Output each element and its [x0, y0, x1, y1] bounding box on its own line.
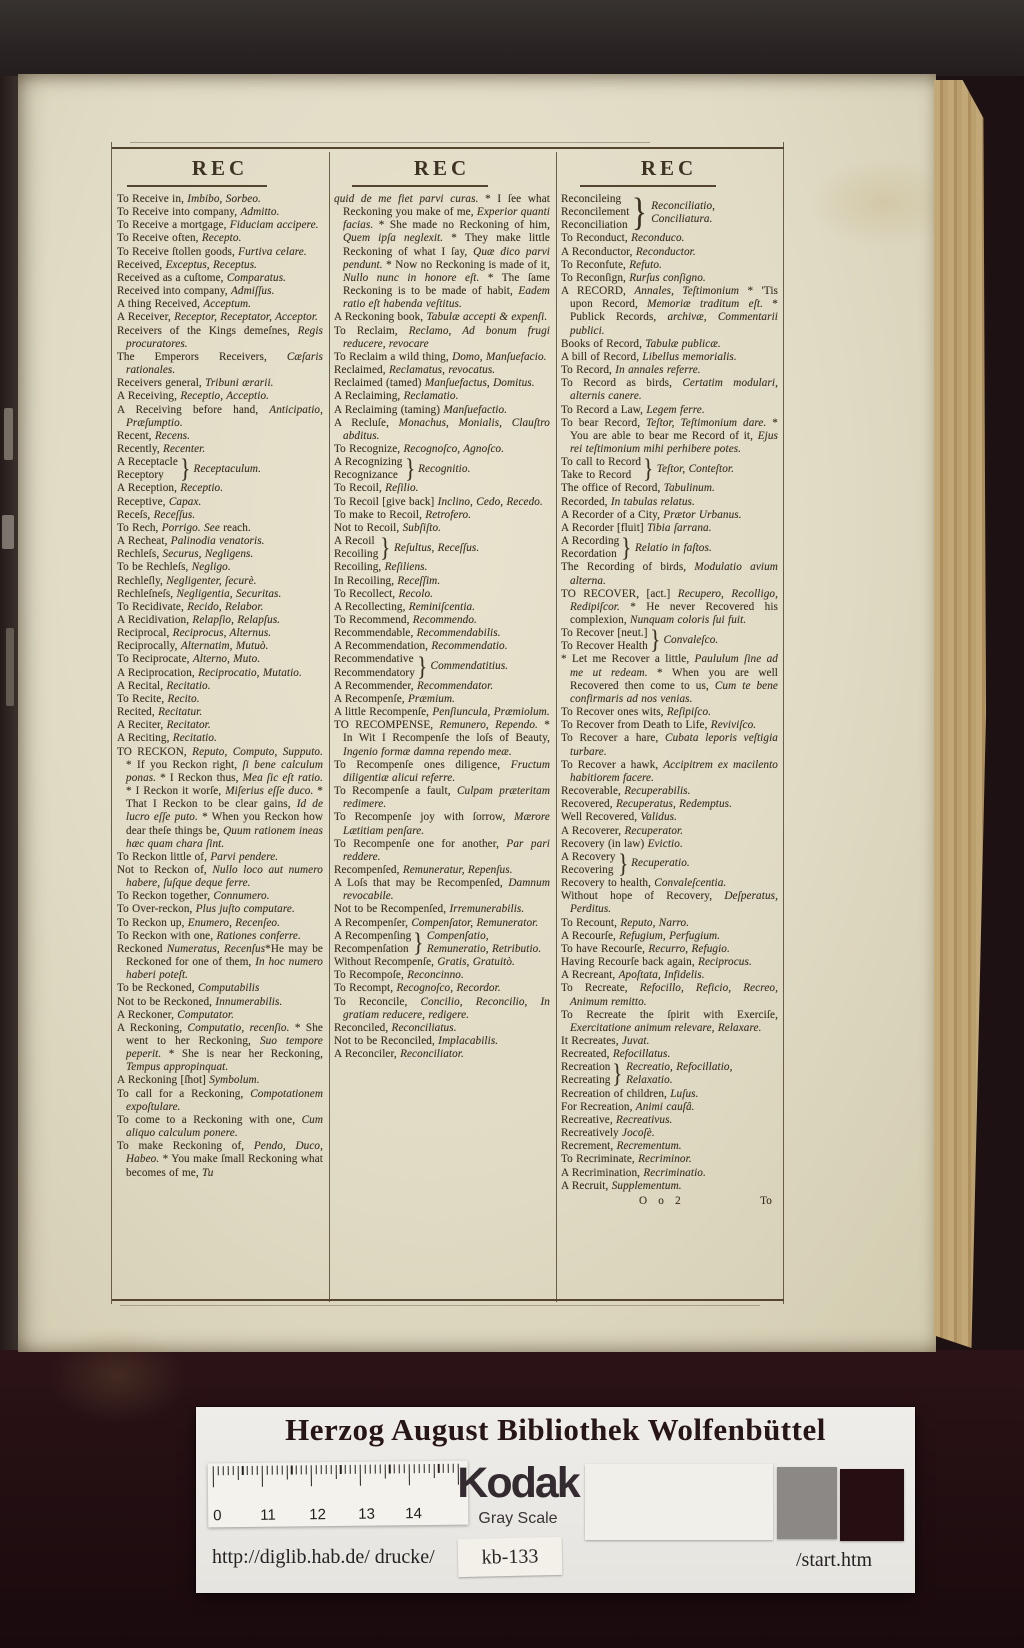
dictionary-entry: A Recreant, Apoſtata, Infidelis. — [561, 969, 705, 982]
dictionary-entry: A Reciter, Recitator. — [117, 719, 211, 732]
brace-glyph: } — [180, 454, 191, 484]
dictionary-entry: To Reciprocate, Alterno, Muto. — [117, 653, 261, 666]
dictionary-entry: To Recompenſe one for another, Par pari reddere. — [334, 837, 550, 863]
dictionary-entry: A Receiving before hand, Anticipatio, Præſumptio. — [117, 403, 323, 429]
dictionary-entry: Not to Reckon of, Nullo loco aut numero habere, ſuſque deque ferre. — [117, 863, 323, 890]
ruler-tick — [237, 1466, 238, 1480]
dictionary-entry: A Recoil Recoiling } Reſultus, Receſſus. — [334, 533, 480, 563]
ruler-tick — [320, 1465, 321, 1474]
dictionary-entry: A Reckoner, Computator. — [117, 1008, 235, 1021]
ruler-tick — [306, 1465, 307, 1474]
brace-glyph: } — [380, 533, 391, 563]
dictionary-entry: To Recognize, Recognoſco, Agnoſco. — [334, 442, 505, 455]
bottom-rule-shadow — [120, 1305, 760, 1306]
dictionary-entry: Reciprocally, Alternatim, Mutuò. — [117, 640, 269, 653]
dictionary-entry: A RECORD, Annales, Teſtimonium * 'Tis upon Record, Memoriæ traditum eſt. * Publick Records, archivæ, Commentarii publici. — [561, 285, 778, 337]
ruler-tick — [433, 1464, 434, 1478]
ruler-tick — [311, 1465, 312, 1486]
dictionary-entry: Recrement, Recrementum. — [561, 1140, 682, 1153]
dictionary-entry: To Recreate, Refocillo, Reficio, Recreo, Animum remitto. — [561, 982, 778, 1008]
ruler-tick — [414, 1464, 415, 1473]
brace-glyph: } — [621, 533, 632, 563]
book-cradle-top — [0, 0, 1024, 76]
dictionary-entry: A Recorder [fluit] Tibia ſarrana. — [561, 521, 712, 534]
ruler-number: 13 — [358, 1505, 375, 1523]
header-underline-3 — [580, 185, 716, 187]
dictionary-entry: To Recover ones wits, Reſipiſco. — [561, 706, 712, 719]
dictionary-entry: To Reclaim a wild thing, Domo, Manſuefacio. — [334, 350, 547, 363]
start-page-url: /start.htm — [796, 1549, 873, 1571]
column-body-2 — [334, 193, 550, 1301]
dictionary-entry: To Recoil [give back] Inclino, Cedo, Recedo. — [334, 495, 543, 508]
ruler-tick — [389, 1464, 390, 1473]
dictionary-entry: A Recorder of a City, Prætor Urbanus. — [561, 508, 742, 521]
dictionary-entry: A thing Received, Acceptum. — [117, 298, 252, 311]
ruler-tick — [301, 1465, 302, 1474]
dictionary-entry: Recovery to health, Convaleſcentia. — [561, 877, 727, 890]
dictionary-entry: To Record, In annales referre. — [561, 364, 701, 377]
running-title-2: REC — [413, 156, 471, 180]
column-separator-2 — [556, 152, 557, 1302]
dictionary-entry: To Reclaim, Reclamo, Ad bonum frugi reducere, revocare — [334, 324, 550, 350]
brace-glyph: } — [617, 848, 628, 878]
dictionary-entry: To Recollect, Recolo. — [334, 587, 434, 600]
signature-line — [561, 1193, 778, 1208]
ruler-tick — [257, 1466, 258, 1475]
dictionary-entry: Without Recompenſe, Gratis, Gratuitò. — [334, 956, 515, 969]
dictionary-entry: Recreated, Refocillatus. — [561, 1048, 671, 1061]
dictionary-entry: To Record as birds, Certatim modulari, alternis canere. — [561, 377, 778, 403]
dictionary-entry: A Recheat, Palinodia venatoris. — [117, 535, 265, 548]
gathering-signature: O o 2 — [639, 1194, 685, 1207]
dictionary-entry: To Recover a hare, Cubata leporis veſtigia turbare. — [561, 732, 778, 758]
dictionary-entry: Not to be Reconciled, Implacabilis. — [334, 1035, 499, 1047]
dictionary-entry: A Reckoning book, Tabulæ accepti & expenſi. — [334, 311, 548, 324]
ruler-tick — [355, 1465, 356, 1474]
dictionary-entry: To Recompenſe joy with ſorrow, Mærore Lætitiam penſare. — [334, 811, 550, 837]
dictionary-entry: To Recover [neut.] To Recover Health } Convaleſco. — [561, 625, 719, 655]
header-underline-2 — [352, 185, 488, 187]
ruler-tick — [335, 1465, 336, 1479]
dictionary-entry: Recited, Recitatur. — [117, 706, 203, 719]
column-body-1 — [117, 193, 323, 1301]
dictionary-entry: Recoverable, Recuperabilis. — [561, 785, 691, 798]
dictionary-entry: Having Recourſe back again, Reciprocus. — [561, 956, 752, 969]
ruler-tick — [330, 1465, 331, 1474]
ruler-number: 0 — [213, 1507, 222, 1525]
ruler-tick — [428, 1464, 429, 1473]
page-edge-mark — [6, 628, 14, 706]
dictionary-entry: A Recourſe, Refugium, Perfugium. — [561, 929, 721, 942]
top-rule — [112, 147, 784, 149]
dictionary-entry: A bill of Record, Libellus memorialis. — [561, 350, 737, 363]
dictionary-entry: To call for a Reckoning, Compotationem expoſtulare. — [117, 1087, 323, 1113]
dictionary-entry: A Recoverer, Recuperator. — [561, 824, 684, 837]
ruler-tick — [379, 1465, 380, 1474]
dictionary-entry: To Recompt, Recognoſco, Recordor. — [334, 982, 501, 995]
ruler-tick — [252, 1466, 253, 1475]
dictionary-entry: Without hope of Recovery, Deſperatus, Perditus. — [561, 890, 778, 916]
dictionary-entry: A Recollecting, Reminiſcentia. — [334, 600, 476, 613]
dictionary-entry: A Recognizing Recognizance } Recognitio. — [334, 454, 471, 484]
dictionary-entry: TO RECKON, Reputo, Computo, Supputo. * If you Reckon right, ſi bene calculum ponas. * I Reckon thus, Mea ſic eſt ratio. * I Reckon it worſe, Miſerius eſſe duco. * That I Reckon to be clear gains, Id de lucro eſſe puto. * When you Reckon how dear theſe things be, Quum rationem ineas hæc quam chara ſint. — [117, 745, 323, 850]
top-rule-shadow — [130, 142, 650, 143]
dictionary-entry: Recreation Recreating } Recreatio, Refocillatio, Relaxatio. — [561, 1059, 733, 1089]
ruler-scale — [208, 1461, 469, 1528]
dictionary-entry: Rechleſly, Negligenter, ſecurè. — [117, 574, 257, 587]
dictionary-entry: To Receive a mortgage, Fiduciam accipere. — [117, 219, 319, 232]
ruler-tick — [232, 1466, 233, 1475]
dictionary-entry: To make Reckoning of, Pendo, Duco, Habeo. * You make ſmall Reckoning what becomes of me, Tu — [117, 1140, 323, 1179]
dictionary-entry: A Reciting, Recitatio. — [117, 732, 217, 745]
column-separator-1 — [329, 152, 330, 1302]
ruler-tick — [286, 1466, 287, 1480]
ruler-tick — [267, 1466, 268, 1475]
dictionary-entry: * Let me Recover a little, Paululum ſine ad me ut redeam. * When you are well Recovered then come to us, Cum te bene confirmaris ad nos venias. — [561, 653, 778, 705]
dictionary-entry: Receptive, Capax. — [117, 495, 202, 508]
dictionary-entry: A Reconductor, Reconductor. — [561, 245, 696, 258]
dictionary-entry: Recoiling, Reſiliens. — [334, 561, 428, 574]
ruler-tick — [276, 1466, 277, 1475]
ruler-tick — [222, 1466, 223, 1475]
dictionary-entry: In Recoiling, Receſſim. — [334, 574, 441, 587]
brace-glyph: } — [413, 927, 424, 957]
dictionary-entry: Reconciled, Reconciliatus. — [334, 1021, 457, 1034]
dictionary-entry: To Receive into company, Admitto. — [117, 206, 280, 219]
ruler-tick — [418, 1464, 419, 1473]
dictionary-entry: A Reception, Receptio. — [117, 482, 224, 495]
dictionary-entry: To Receive in, Imbibo, Sorbeo. — [117, 193, 261, 205]
library-card — [196, 1407, 915, 1593]
dictionary-entry: To bear Record, Teſtor, Teſtimonium dare. * You are able to bear me Record of it, Ejus rei teſtimonium mihi perhibere potes. — [561, 416, 778, 455]
gray-scale-patch-black — [840, 1469, 904, 1541]
brace-glyph: } — [612, 1059, 623, 1089]
dictionary-entry: To come to a Reckoning with one, Cum aliquo calculum ponere. — [117, 1113, 323, 1140]
ruler-tick — [365, 1465, 366, 1474]
dictionary-entry: Reckoned Numeratus, Recenſus*He may be Reckoned for one of them, In hoc numero haberi poteſt. — [117, 942, 323, 982]
dictionary-entry: For Recreation, Animi cauſâ. — [561, 1100, 695, 1113]
dictionary-entry: A Recovery Recovering } Recuperatio. — [561, 848, 690, 878]
catchword: To — [760, 1194, 772, 1207]
brace-glyph: } — [417, 651, 428, 681]
brace-glyph: } — [650, 625, 661, 655]
dictionary-entry: To have Recourſe, Recurro, Refugio. — [561, 942, 730, 955]
dictionary-entry: A Recompenſing Recompenſation } Compenſatio, Remuneratio, Retributio. — [334, 927, 542, 957]
dictionary-entry: A Receiver, Receptor, Receptator, Acceptor. — [117, 311, 318, 324]
dictionary-entry: A Recidivation, Relapſio, Relapſus. — [117, 614, 281, 626]
frame-rule-left — [111, 142, 112, 1304]
dictionary-entry: Receivers general, Tribuni ærarii. — [117, 377, 274, 390]
dictionary-entry: A Reckoning [ſhot] Symbolum. — [117, 1074, 260, 1087]
dictionary-entry: To Rech, Porrigo. See reach. — [117, 521, 251, 534]
dictionary-entry: The office of Record, Tabulinum. — [561, 482, 715, 495]
dictionary-entry: To Recover from Death to Life, Reviviſco. — [561, 719, 757, 732]
dictionary-entry: To Reckon with one, Rationes conferre. — [117, 929, 301, 942]
brace-glyph: } — [404, 454, 415, 484]
frame-rule-right — [783, 142, 784, 1304]
dictionary-entry: To Receive often, Recepto. — [117, 232, 242, 245]
dictionary-entry: The Emperors Receivers, Cæſaris rationales. — [117, 350, 323, 377]
dictionary-entry: Not to Recoil, Subſiſto. — [334, 521, 442, 534]
dictionary-entry: To Reckon little of, Parvi pendere. — [117, 850, 279, 863]
dictionary-entry: To Over-reckon, Plus juſto computare. — [117, 903, 295, 916]
dictionary-entry: Reconcileing Reconcilement Reconciliation } Reconciliatio, Conciliatura. — [561, 193, 716, 235]
dictionary-entry: A Recompenſer, Compenſator, Remunerator. — [334, 916, 539, 929]
dictionary-entry: To Recriminate, Recriminor. — [561, 1153, 692, 1166]
dictionary-entry: A Reciprocation, Reciprocatio, Mutatio. — [117, 666, 302, 679]
dictionary-entry: To Reckon together, Connumero. — [117, 890, 270, 903]
dictionary-entry: To Recompenſe a fault, Culpam præteritam redimere. — [334, 785, 550, 811]
dictionary-entry: A Receiving, Receptio, Acceptio. — [117, 390, 270, 403]
dictionary-entry: A Recommender, Recommendator. — [334, 679, 494, 692]
dictionary-entry: TO RECOMPENSE, Remunero, Rependo. * In Wit I Recompenſe the loſs of Beauty, Ingenio formæ damna rependo meæ. — [334, 719, 550, 758]
dictionary-entry: To Reconduct, Reconduco. — [561, 232, 685, 245]
dictionary-entry: To Reconfute, Refuto. — [561, 258, 662, 271]
binding-gutter — [0, 76, 18, 1350]
dictionary-entry: A Reckoning, Computatio, recenſio. * She went to her Reckoning, Suo tempore peperit. * She is near her Reckoning, Tempus appropinquat. — [117, 1021, 323, 1074]
dictionary-entry: Reciprocal, Reciprocus, Alternus. — [117, 627, 272, 640]
dictionary-entry: A Loſs that may be Recompenſed, Damnum revocabile. — [334, 877, 550, 903]
dictionary-entry: Rechleſneſs, Negligentia, Securitas. — [117, 587, 282, 600]
dictionary-entry: quid de me fiet parvi curas. * I ſee what Reckoning you make of me, Experior quanti facias. * She made no Reckoning of him, Quem ipſa neglexit. * They make little Reckoning of what I ſay, Quæ dico parvi pendunt. * Now no Reckoning is made of it, Nullo nunc in honore eſt. * The ſame Reckoning is to be made of habit, Eadem ratio eſt habenda veſtitus. — [334, 193, 550, 311]
ruler-tick — [345, 1465, 346, 1474]
dictionary-entry: To Reconcile, Concilio, Reconcilio, In gratiam reducere, redigere. — [334, 995, 550, 1021]
dictionary-entry: Reclaimed (tamed) Manſuefactus, Domitus. — [334, 377, 535, 390]
running-title-1: REC — [191, 156, 249, 180]
ruler-tick — [360, 1465, 361, 1486]
dictionary-entry: To Reckon up, Enumero, Recenſeo. — [117, 916, 280, 929]
ruler-tick — [374, 1465, 375, 1474]
ruler-tick — [399, 1464, 400, 1473]
dictionary-entry: Books of Record, Tabulæ publicæ. — [561, 337, 721, 350]
dictionary-entry: To Recoil, Reſilio. — [334, 482, 419, 495]
dictionary-entry: Recorded, In tabulas relatus. — [561, 495, 695, 508]
ruler-tick — [291, 1465, 292, 1474]
running-title-3: REC — [640, 156, 698, 180]
dictionary-entry: Well Recovered, Validus. — [561, 811, 678, 824]
dictionary-entry: A Recording Recordation } Relatio in faſtos. — [561, 533, 712, 563]
ruler-tick — [213, 1466, 214, 1487]
dictionary-entry: A Recital, Recitatio. — [117, 679, 211, 692]
dictionary-entry: TO RECOVER, [act.] Recupero, Recolligo, Redipiſcor. * He never Recovered his complexion, Nunquam coloris ſui fuit. — [561, 587, 778, 626]
dictionary-entry: Receivers of the Kings demeſnes, Regis procuratores. — [117, 324, 323, 350]
brace-glyph: } — [643, 454, 654, 484]
dictionary-entry: Recreative, Recreativus. — [561, 1113, 673, 1126]
dictionary-entry: A Recompenſe, Præmium. — [334, 692, 456, 705]
ruler-tick — [394, 1464, 395, 1473]
dictionary-entry: Receſs, Receſſus. — [117, 508, 196, 521]
dictionary-entry: A Reclaiming, Reclamatio. — [334, 390, 459, 403]
dictionary-entry: Received into company, Admiſſus. — [117, 285, 275, 298]
gray-scale-patch-white — [585, 1464, 773, 1540]
dictionary-entry: Recovery (in law) Evictio. — [561, 837, 683, 850]
ruler-tick — [247, 1466, 248, 1475]
ruler-tick — [404, 1464, 405, 1473]
ruler-tick — [227, 1466, 228, 1475]
column-body-3 — [561, 193, 778, 1301]
ruler-tick — [350, 1465, 351, 1474]
dictionary-entry: To Reconſign, Rurſus conſigno. — [561, 271, 706, 284]
dictionary-entry: Received, Exceptus, Receptus. — [117, 258, 258, 271]
dictionary-entry: Received as a cuſtome, Comparatus. — [117, 271, 287, 284]
dictionary-entry: A Receptacle Receptory } Receptaculum. — [117, 454, 261, 484]
dictionary-entry: A Recommendation, Recommendatio. — [334, 640, 508, 653]
dictionary-entry: Recreation of children, Luſus. — [561, 1087, 699, 1100]
dictionary-entry: Recreatively Jocoſè. — [561, 1127, 655, 1140]
ruler-tick — [271, 1466, 272, 1475]
dictionary-entry: Not to be Recompenſed, Irremunerabilis. — [334, 903, 525, 916]
ruler-tick — [296, 1465, 297, 1474]
gray-scale-label: Gray Scale — [478, 1510, 558, 1527]
dictionary-entry: To Recreate the ſpirit with Exerciſe, Exercitatione animum relevare, Relaxare. — [561, 1008, 778, 1034]
dictionary-entry: Recent, Recens. — [117, 429, 191, 442]
dictionary-entry: To Receive ſtollen goods, Furtiva celare. — [117, 245, 307, 258]
dictionary-entry: A Reclaiming (taming) Manſuefactio. — [334, 403, 508, 416]
ruler-tick — [384, 1465, 385, 1479]
dictionary-entry: To Recount, Reputo, Narro. — [561, 916, 690, 929]
ruler-number: 12 — [309, 1506, 326, 1524]
ruler-number: 11 — [260, 1506, 276, 1524]
ruler-tick — [423, 1464, 424, 1473]
ruler-tick — [242, 1466, 243, 1475]
dictionary-entry: Recovered, Recuperatus, Redemptus. — [561, 798, 733, 811]
dictionary-entry: The Recording of birds, Modulatio avium alterna. — [561, 561, 778, 587]
dictionary-entry: To Recover a hawk, Accipitrem ex macilento habitiorem facere. — [561, 758, 778, 784]
dictionary-entry: To call to Record Take to Record } Teſtor, Conteſtor. — [561, 454, 735, 484]
dictionary-entry: A Recrimination, Recriminatio. — [561, 1166, 706, 1179]
paper-stain — [48, 1329, 188, 1424]
kodak-logo-text: Kodak — [457, 1459, 579, 1507]
dictionary-entry: Recommendative Recommendatory } Commendatitius. — [334, 651, 509, 681]
shelfmark-slip — [458, 1537, 563, 1577]
ruler-tick — [409, 1464, 410, 1485]
dictionary-entry: To Recommend, Recommendo. — [334, 614, 477, 626]
dictionary-entry: To Record a Law, Legem ferre. — [561, 403, 705, 416]
dictionary-entry: To Recite, Recito. — [117, 692, 200, 705]
ruler-tick — [218, 1466, 219, 1475]
dictionary-entry: Not to be Reckoned, Innumerabilis. — [117, 995, 283, 1008]
page-fore-edge — [934, 80, 986, 1348]
brace-glyph: } — [632, 193, 648, 235]
shelfmark-label: kb-133 — [481, 1544, 539, 1569]
dictionary-entry: A Recluſe, Monachus, Monialis, Clauſtro abditus. — [334, 416, 550, 442]
dictionary-entry: Recommendable, Recommendabilis. — [334, 627, 501, 640]
ruler-tick — [262, 1466, 263, 1487]
dictionary-entry: To be Reckoned, Computabilis — [117, 982, 260, 995]
dictionary-entry: It Recreates, Juvat. — [561, 1035, 650, 1047]
dictionary-entry: Reclaimed, Reclamatus, revocatus. — [334, 364, 496, 377]
ruler-tick — [316, 1465, 317, 1474]
dictionary-entry: To Recompenſe ones diligence, Fructum diligentiæ alicui referre. — [334, 758, 550, 784]
dictionary-entry: Rechleſs, Securus, Negligens. — [117, 548, 254, 561]
ruler-tick — [281, 1466, 282, 1475]
ruler-number: 14 — [405, 1505, 422, 1523]
gray-scale-patch-gray — [777, 1467, 837, 1539]
dictionary-entry: A Recruit, Supplementum. — [561, 1179, 682, 1192]
library-name-label: Herzog August Bibliothek Wolfenbüttel — [285, 1412, 826, 1447]
ruler-tick — [325, 1465, 326, 1474]
header-underline-1 — [127, 185, 267, 187]
dictionary-entry: To Recidivate, Recido, Relabor. — [117, 600, 264, 613]
dictionary-entry: Recompenſed, Remuneratur, Repenſus. — [334, 863, 513, 876]
dictionary-entry: To be Rechleſs, Negligo. — [117, 561, 231, 574]
dictionary-entry: Recently, Recenter. — [117, 442, 206, 455]
dictionary-entry: To Recompoſe, Reconcinno. — [334, 969, 464, 982]
dictionary-entry: To make to Recoil, Retrofero. — [334, 508, 472, 521]
dictionary-entry: A Reconciler, Reconciliator. — [334, 1048, 464, 1061]
digitization-url: http://diglib.hab.de/ drucke/ — [212, 1546, 435, 1568]
ruler-tick — [340, 1465, 341, 1474]
ruler-tick — [369, 1465, 370, 1474]
page-edge-mark — [4, 408, 13, 460]
page-edge-mark — [2, 515, 14, 549]
dictionary-entry: A little Recompenſe, Penſiuncula, Præmiolum. — [334, 706, 550, 719]
